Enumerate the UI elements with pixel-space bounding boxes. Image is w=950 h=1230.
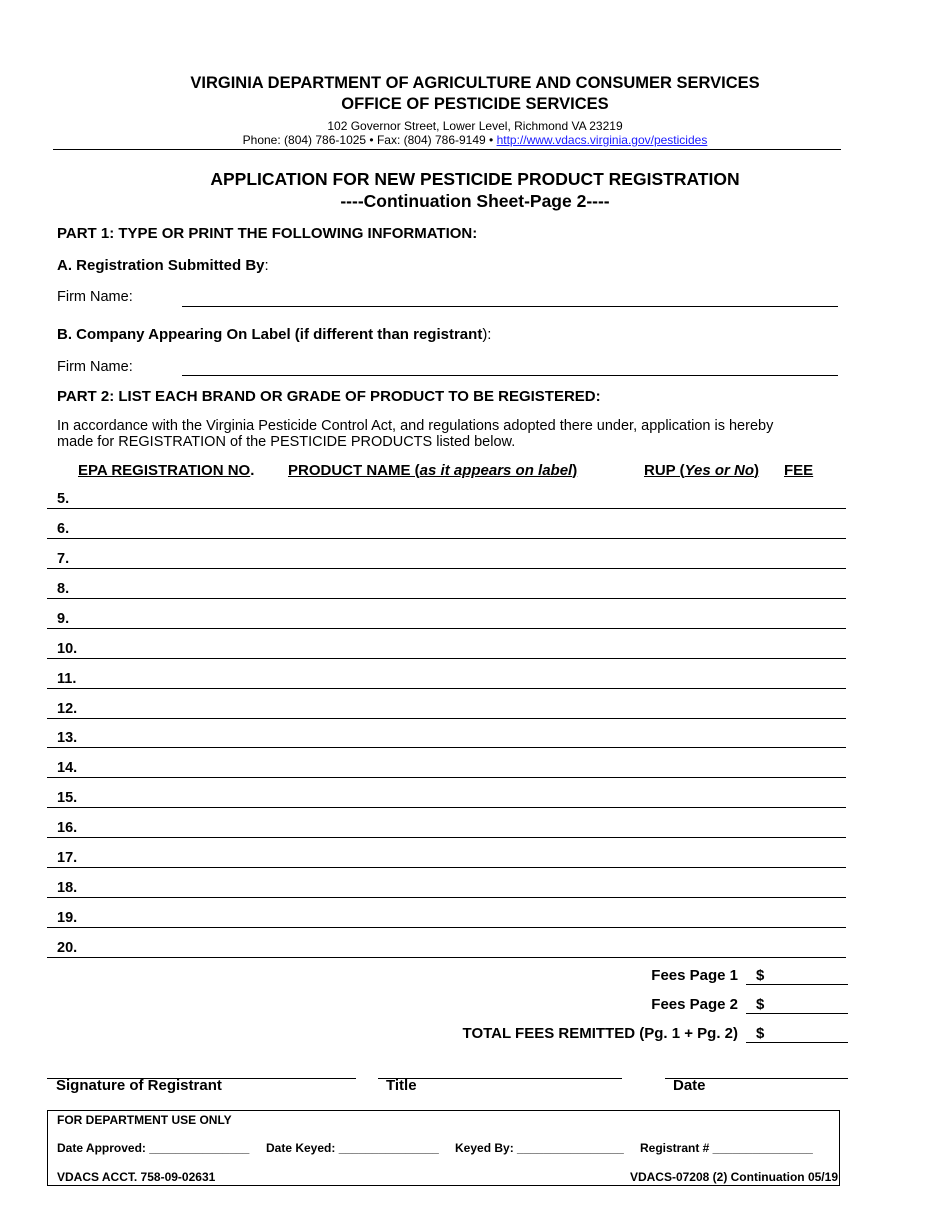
col-rup bbox=[644, 462, 759, 479]
firm-name-label-b: Firm Name: bbox=[57, 359, 133, 375]
product-row-line[interactable] bbox=[47, 927, 846, 928]
part2-intro-line1: In accordance with the Virginia Pesticide Control Act, and regulations adopted there under, application is hereby bbox=[57, 418, 774, 434]
product-row-line[interactable] bbox=[47, 897, 846, 898]
header-divider bbox=[53, 149, 841, 150]
section-a-suffix: : bbox=[264, 257, 269, 274]
firm-name-label-a: Firm Name: bbox=[57, 289, 133, 305]
col-rup-b: Yes or No bbox=[684, 462, 755, 479]
product-row-line[interactable] bbox=[47, 807, 846, 808]
product-row-line[interactable] bbox=[47, 658, 846, 659]
row-number: 9. bbox=[57, 610, 70, 627]
section-b-title: B. Company Appearing On Label (if different than registrant bbox=[57, 326, 483, 343]
col-epa-dot: . bbox=[250, 462, 255, 479]
product-row-line[interactable] bbox=[47, 508, 846, 509]
col-epa-registration bbox=[78, 462, 254, 479]
row-number: 20. bbox=[57, 939, 78, 956]
vdacs-account: VDACS ACCT. 758-09-02631 bbox=[57, 1170, 216, 1184]
product-row-line[interactable] bbox=[47, 747, 846, 748]
col-rup-c: ) bbox=[754, 462, 760, 479]
total-fees-label: TOTAL FEES REMITTED (Pg. 1 + Pg. 2) bbox=[462, 1025, 738, 1042]
part2-intro bbox=[57, 418, 773, 450]
col-rup-a: RUP ( bbox=[644, 462, 685, 479]
row-number: 10. bbox=[57, 640, 78, 657]
date-approved-field: Date Approved: _______________ bbox=[57, 1141, 250, 1155]
part2-intro-line2: made for REGISTRATION of the PESTICIDE PRODUCTS listed below. bbox=[57, 434, 516, 450]
product-row-line[interactable] bbox=[47, 688, 846, 689]
col-product-name bbox=[288, 462, 577, 479]
part2-heading: PART 2: LIST EACH BRAND OR GRADE OF PRODUCT TO BE REGISTERED: bbox=[57, 388, 601, 405]
currency-sign: $ bbox=[756, 1025, 765, 1042]
col-product-c: ) bbox=[572, 462, 578, 479]
col-epa-label: EPA REGISTRATION NO bbox=[78, 462, 251, 479]
product-row-line[interactable] bbox=[47, 718, 846, 719]
office-address: 102 Governor Street, Lower Level, Richmond VA 23219 bbox=[327, 119, 623, 133]
product-row-line[interactable] bbox=[47, 837, 846, 838]
total-fees-field[interactable] bbox=[746, 1025, 848, 1043]
agency-name: VIRGINIA DEPARTMENT OF AGRICULTURE AND CONSUMER SERVICES bbox=[190, 74, 760, 92]
row-number: 19. bbox=[57, 910, 78, 927]
contact-line bbox=[0, 133, 950, 147]
row-number: 8. bbox=[57, 580, 70, 597]
section-a-label bbox=[57, 257, 269, 274]
fees-page2-label: Fees Page 2 bbox=[651, 996, 738, 1013]
product-row-line[interactable] bbox=[47, 867, 846, 868]
row-number: 16. bbox=[57, 820, 78, 837]
product-row-line[interactable] bbox=[47, 957, 846, 958]
website-link[interactable]: http://www.vdacs.virginia.gov/pesticides bbox=[496, 133, 708, 147]
date-label: Date bbox=[673, 1077, 706, 1094]
row-number: 11. bbox=[57, 670, 77, 687]
firm-name-field-b[interactable] bbox=[182, 359, 838, 376]
col-fee: FEE bbox=[784, 462, 814, 479]
part1-heading: PART 1: TYPE OR PRINT THE FOLLOWING INFORMATION: bbox=[57, 225, 478, 242]
row-number: 18. bbox=[57, 880, 78, 897]
section-b-label bbox=[57, 326, 491, 343]
row-number: 17. bbox=[57, 850, 78, 867]
title-label: Title bbox=[386, 1077, 417, 1094]
fees-page1-field[interactable] bbox=[746, 967, 848, 985]
col-product-b: as it appears on label bbox=[419, 462, 573, 479]
phone-fax: Phone: (804) 786-1025 • Fax: (804) 786-9149 • bbox=[242, 133, 497, 147]
row-number: 7. bbox=[57, 550, 70, 567]
section-a-title: A. Registration Submitted By bbox=[57, 257, 265, 274]
form-identifier: VDACS-07208 (2) Continuation 05/19 bbox=[629, 1170, 838, 1184]
fees-page1-label: Fees Page 1 bbox=[651, 967, 738, 984]
office-name: OFFICE OF PESTICIDE SERVICES bbox=[341, 95, 609, 113]
row-number: 14. bbox=[57, 760, 78, 777]
form-subtitle: ----Continuation Sheet-Page 2---- bbox=[340, 191, 610, 211]
registrant-number-field: Registrant # _______________ bbox=[640, 1141, 813, 1155]
product-row-line[interactable] bbox=[47, 628, 846, 629]
row-number: 6. bbox=[57, 520, 70, 537]
section-b-suffix: ): bbox=[482, 326, 492, 343]
keyed-by-field: Keyed By: ________________ bbox=[455, 1141, 624, 1155]
signature-label: Signature of Registrant bbox=[56, 1077, 222, 1094]
product-row-line[interactable] bbox=[47, 598, 846, 599]
dept-use-heading: FOR DEPARTMENT USE ONLY bbox=[57, 1113, 232, 1127]
row-number: 12. bbox=[57, 700, 78, 717]
col-product-a: PRODUCT NAME ( bbox=[288, 462, 420, 479]
product-row-line[interactable] bbox=[47, 538, 846, 539]
row-number: 13. bbox=[57, 730, 78, 747]
date-keyed-field: Date Keyed: _______________ bbox=[266, 1141, 439, 1155]
form-title: APPLICATION FOR NEW PESTICIDE PRODUCT REGISTRATION bbox=[210, 169, 740, 189]
currency-sign: $ bbox=[756, 996, 765, 1013]
currency-sign: $ bbox=[756, 967, 765, 984]
product-row-line[interactable] bbox=[47, 777, 846, 778]
row-number: 15. bbox=[57, 790, 78, 807]
fees-page2-field[interactable] bbox=[746, 996, 848, 1014]
row-number: 5. bbox=[57, 491, 70, 507]
product-row-line[interactable] bbox=[47, 568, 846, 569]
firm-name-field-a[interactable] bbox=[182, 289, 838, 307]
